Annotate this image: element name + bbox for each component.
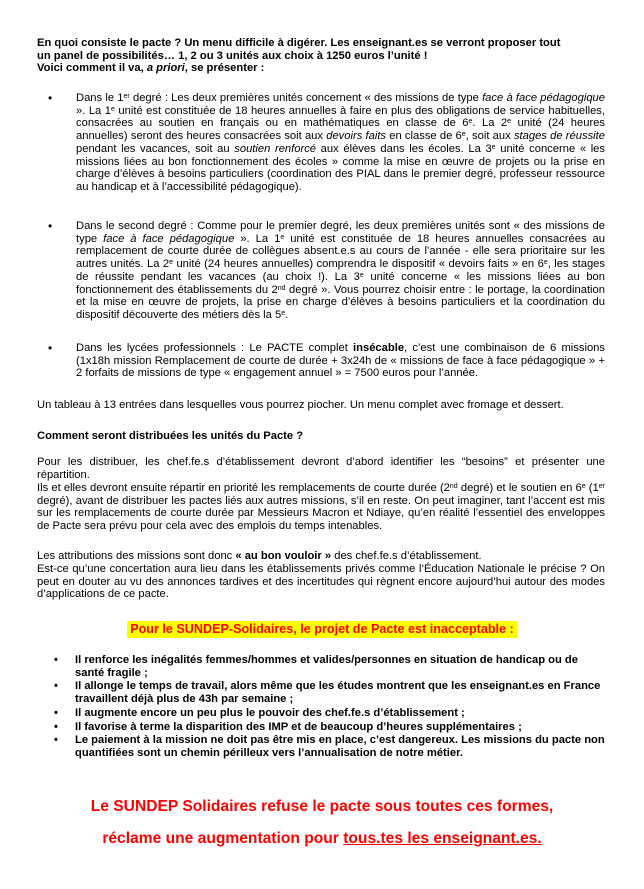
position-banner-wrap [0, 621, 644, 638]
bullet-second-degree-text: Dans le second degré : Comme pour le premier degré, les deux premières unités sont « des missions de type face à face pédagogique ». La 1e unité est constituée de 18 heures annuelles consacrées au remplacement de courte durée de collègues absent.e.s au cours de l’année - elle sera prioritaire sur les autres unités. La 2e unité (24 heures annuelles) comprendra le dispositif « devoirs faits » en 6e, les stages de réussite pendant les vacances (au choix !). La 3e unité concerne « les missions liées au bon fonctionnement des établissements du 2nd degré ». Vous pourrez choisir entre : le portage, la coordination et la mise en œuvre de projets, la prise en charge d’élèves à besoins particuliers et la coordination du dispositif découverte des métiers dès la 5e. [76, 220, 606, 321]
position-banner: Pour le SUNDEP-Solidaires, le projet de Pacte est inacceptable : [127, 621, 517, 638]
bullet-icon: • [54, 680, 58, 693]
distribution-paragraph-1: Pour les distribuer, les chef.fe.s d’établissement devront d’abord identifier les “besoins” et présenter une répartition. [37, 456, 605, 481]
bullet-icon: • [48, 219, 53, 233]
intro-line-2: un panel de possibilités… 1, 2 ou 3 unités aux choix à 1250 euros l’unité ! [37, 49, 428, 62]
intro [37, 37, 605, 75]
bullet-icon: • [54, 654, 58, 666]
reasons-list [54, 654, 605, 760]
bullet-icon: • [54, 734, 58, 747]
intro-line-3: Voici comment il va, a priori, se présenter : [37, 62, 265, 75]
list-item: • Il augmente encore un peu plus le pouvoir des chef.fe.s d’établissement ; [54, 706, 465, 719]
closing-line-1: Le SUNDEP Solidaires refuse le pacte sous toutes ces formes, [90, 798, 554, 815]
intro-line-1: En quoi consiste le pacte ? Un menu difficile à digérer. Les enseignant.es se verront proposer tout [37, 37, 561, 49]
bullet-icon: • [54, 706, 58, 719]
bullet-icon: • [54, 720, 58, 733]
closing-line-2: réclame une augmentation pour tous.tes les enseignant.es. [102, 830, 542, 847]
list-item: • Il renforce les inégalités femmes/hommes et valides/personnes en situation de handicap ou de santé fragile ; [54, 654, 578, 679]
list-item: • Il allonge le temps de travail, alors même que les études montrent que les enseignant.es en France travaillent déjà plus de 43h par semaine ; [54, 680, 601, 706]
bullet-icon: • [48, 91, 53, 105]
list-item: • Il favorise à terme la disparition des IMP et de beaucoup d’heures supplémentaires ; [54, 720, 522, 733]
bullet-icon: • [48, 341, 53, 355]
summary: Un tableau à 13 entrées dans lesquelles vous pourrez piocher. Un menu complet avec fromage et dessert. [37, 399, 564, 411]
section-heading-distribution: Comment seront distribuées les unités du Pacte ? [37, 430, 304, 442]
attributions-paragraph: Est-ce qu’une concertation aura lieu dans les établissements privés comme l’Éducation Nationale le précise ? On peut en douter au vu des annonces tardives et des incertitudes qui règnent encore aujourd’hui autour des modes d’applications de ce pacte. [37, 563, 605, 601]
attributions-line: Les attributions des missions sont donc « au bon vouloir » des chef.fe.s d’établissement. [37, 550, 482, 562]
bullet-first-degree-text: Dans le 1er degré : Les deux premières unités concernent « des missions de type face à face pédagogique ». La 1e unité est constituée de 18 heures annuelles à faire en plus des obligations de service habituelles, consacrées au soutien en français ou en mathématiques en classe de 6e. La 2e unité (24 heures annuelles) seront des heures consacrées soit aux devoirs faits en classe de 6e, soit aux stages de réussite pendant les vacances, soit au soutien renforcé aux élèves dans les écoles. La 3e unité concerne « les missions liées au bon fonctionnement des écoles » comme la mise en œuvre de projets ou la prise en charge d’élèves à besoins particuliers (coordination des PIAL dans le premier degré, professeur ressource au handicap et à l’accessibilité pédagogique). [76, 92, 606, 193]
distribution-paragraph-2: Ils et elles devront ensuite répartir en priorité les remplacements de courte durée (2nd degré) et le soutien en 6e (1er degré), avant de distribuer les pactes liés aux autres missions, s’il en reste. On peut imaginer, tant l’accent est mis sur les remplacements de courte durée par Messieurs Macron et Ndiaye, qu’en réalité l’essentiel des enveloppes de Pacte sera prévu pour cela avec des emplois du temps intenables. [37, 482, 605, 533]
bullet-professional-lycees-text: Dans les lycées professionnels : Le PACTE complet insécable, c’est une combinaison de 6 missions (1x18h mission Remplacement de courte de durée + 3x24h de « missions de face à face pédagogique » + 2 forfaits de missions de type « engagement annuel » = 7500 euros pour l’année. [76, 342, 606, 380]
list-item: • Le paiement à la mission ne doit pas être mis en place, c’est dangereux. Les missions du pacte non quantifiées sont un chemin périlleux vers l’annualisation de notre métier. [54, 734, 605, 759]
